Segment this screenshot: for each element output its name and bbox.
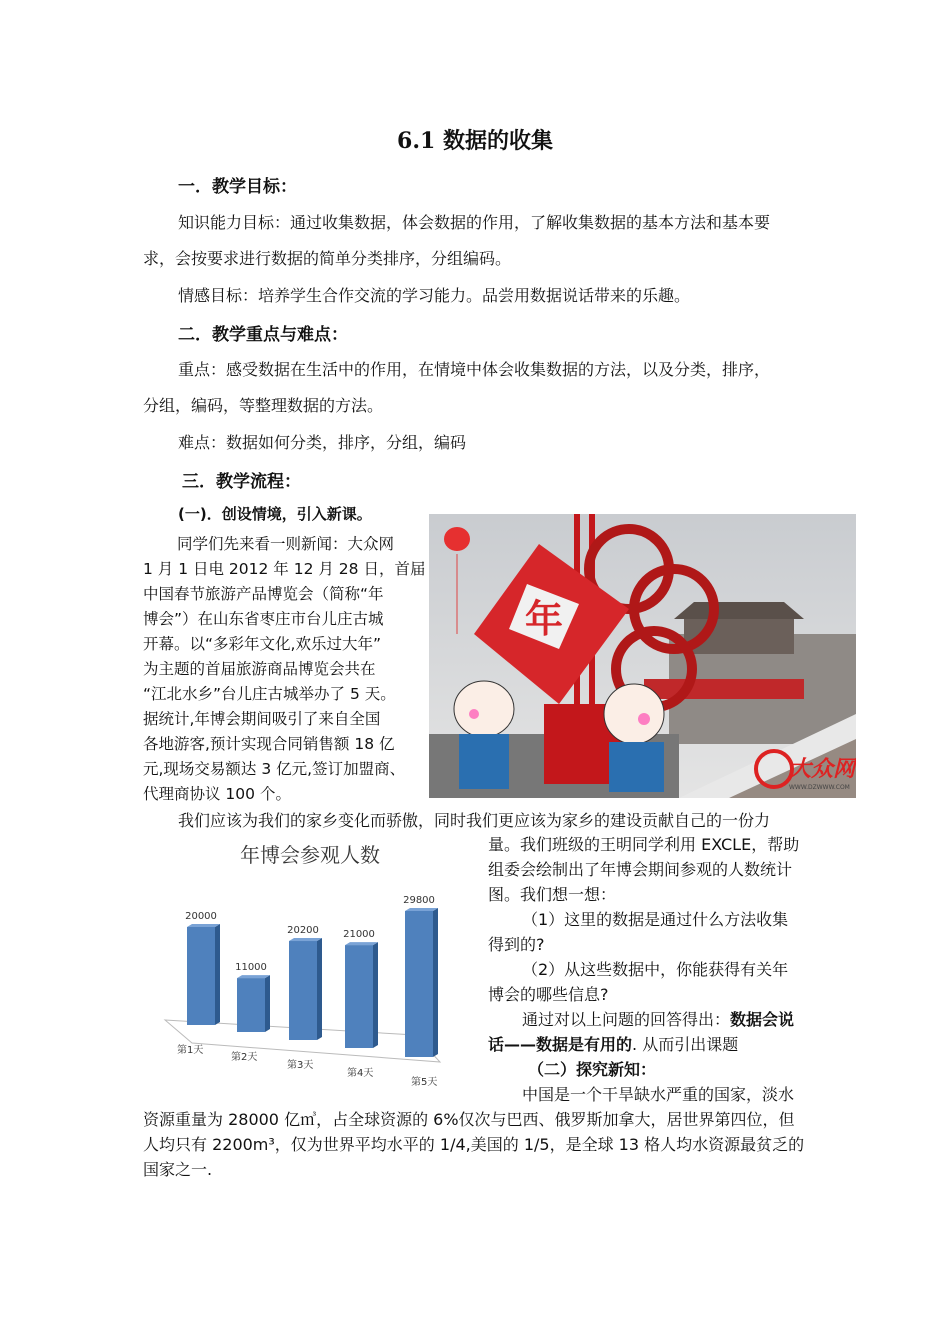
category-label: 第3天 [287, 1060, 314, 1071]
heading-keypoints: 二．教学重点与难点： [178, 325, 348, 345]
news-photo [429, 514, 856, 798]
bar-top [237, 975, 270, 978]
question-1: （1）这里的数据是通过什么方法收集 [522, 910, 789, 929]
bar-side [373, 942, 378, 1048]
paragraph: 知识能力目标：通过收集数据，体会数据的作用，了解收集数据的基本方法和基本要 [178, 213, 771, 232]
line: 博会”）在山东省枣庄市台儿庄古城 [143, 610, 384, 628]
line: 为主题的首届旅游商品博览会共在 [143, 660, 376, 678]
line: 元,现场交易额达 3 亿元,签订加盟商、 [143, 760, 406, 778]
sign-glyph: 年 [525, 597, 564, 641]
bar-side [317, 938, 322, 1040]
line: 代理商协议 100 个。 [143, 785, 291, 803]
line: 组委会绘制出了年博会期间参观的人数统计 [488, 860, 793, 879]
data-label: 20200 [287, 925, 319, 937]
category-label: 第2天 [231, 1052, 258, 1063]
bar [237, 978, 265, 1032]
chart-discussion [488, 832, 799, 1107]
bar-side [215, 924, 220, 1025]
bar-top [187, 924, 220, 927]
line: 同学们先来看一则新闻：大众网 [177, 535, 395, 553]
line: 人均只有 2200m³，仅为世界平均水平的 1/4,美国的 1/5，是全球 13 格人均水资源最贫乏的 [143, 1135, 805, 1154]
bar-side [433, 908, 438, 1057]
visitor-bar-chart [160, 835, 460, 1095]
page-title: 6.1 数据的收集 [397, 128, 553, 154]
line: 资源重量为 28000 亿㎥，占全球资源的 6%仅次与巴西、俄罗斯加拿大，居世界第四位，但 [143, 1110, 795, 1129]
bold-text: 数据会说 [730, 1010, 795, 1029]
line: 各地游客,预计实现合同销售额 18 亿 [143, 735, 395, 753]
line: “江北水乡”台儿庄古城举办了 5 天。 [143, 685, 396, 703]
paragraph: 求，会按要求进行数据的简单分类排序，分组编码。 [143, 249, 512, 268]
text: . 从而引出课题 [632, 1035, 739, 1054]
line: 博会的哪些信息? [488, 985, 609, 1004]
paragraph: 难点：数据如何分类，排序，分组，编码 [178, 433, 467, 452]
conclusion [488, 1007, 799, 1032]
subheading: (一)．创设情境，引入新课。 [178, 505, 372, 523]
line: 图。我们想一想： [488, 885, 617, 904]
heading-objectives: 一．教学目标： [178, 177, 297, 197]
category-label: 第4天 [347, 1068, 374, 1079]
chart-title: 年博会参观人数 [240, 843, 380, 867]
category-label: 第1天 [177, 1045, 204, 1056]
news-paragraph [143, 532, 425, 807]
bar [289, 941, 317, 1040]
bar [187, 927, 215, 1025]
bar-top [289, 938, 322, 941]
bar-top [345, 942, 378, 945]
line: 据统计,年博会期间吸引了来自全国 [143, 710, 381, 728]
bold-text: 话——数据是有用的 [488, 1035, 633, 1054]
watermark-logo: 大众网 [789, 757, 856, 782]
heading-process: 三．教学流程： [182, 472, 301, 492]
conclusion-cont [488, 1032, 799, 1057]
line: 1 月 1 日电 2012 年 12 月 28 日，首届 [143, 560, 426, 578]
line: 国家之一. [143, 1160, 213, 1179]
bar [405, 911, 433, 1057]
subheading: （二）探究新知： [528, 1060, 657, 1079]
bar-top [405, 908, 438, 911]
line: 得到的? [488, 935, 545, 954]
data-label: 20000 [185, 911, 217, 922]
line: 中国是一个干旱缺水严重的国家，淡水 [522, 1085, 795, 1104]
text: 通过对以上问题的回答得出： [522, 1010, 731, 1029]
bar [345, 945, 373, 1048]
watermark-url: WWW.DZWWW.COM [789, 784, 850, 791]
category-label: 第5天 [411, 1077, 438, 1088]
data-label: 11000 [235, 962, 267, 974]
line: 量。我们班级的王明同学利用 EXCLE，帮助 [488, 835, 800, 854]
line: 开幕。以“多彩年文化,欢乐过大年” [143, 635, 381, 653]
paragraph: 我们应该为我们的家乡变化而骄傲，同时我们更应该为家乡的建设贡献自己的一份力 [178, 811, 771, 830]
paragraph: 分组，编码，等整理数据的方法。 [143, 396, 384, 415]
line: 中国春节旅游产品博览会（简称“年 [143, 585, 384, 603]
data-label: 29800 [403, 894, 435, 906]
paragraph: 情感目标：培养学生合作交流的学习能力。品尝用数据说话带来的乐趣。 [178, 286, 691, 305]
bar-side [265, 975, 270, 1032]
paragraph: 重点：感受数据在生活中的作用，在情境中体会收集数据的方法，以及分类，排序， [178, 360, 771, 379]
water-paragraph [143, 1107, 804, 1182]
question-2: （2）从这些数据中，你能获得有关年 [522, 960, 789, 979]
data-label: 21000 [343, 929, 375, 941]
